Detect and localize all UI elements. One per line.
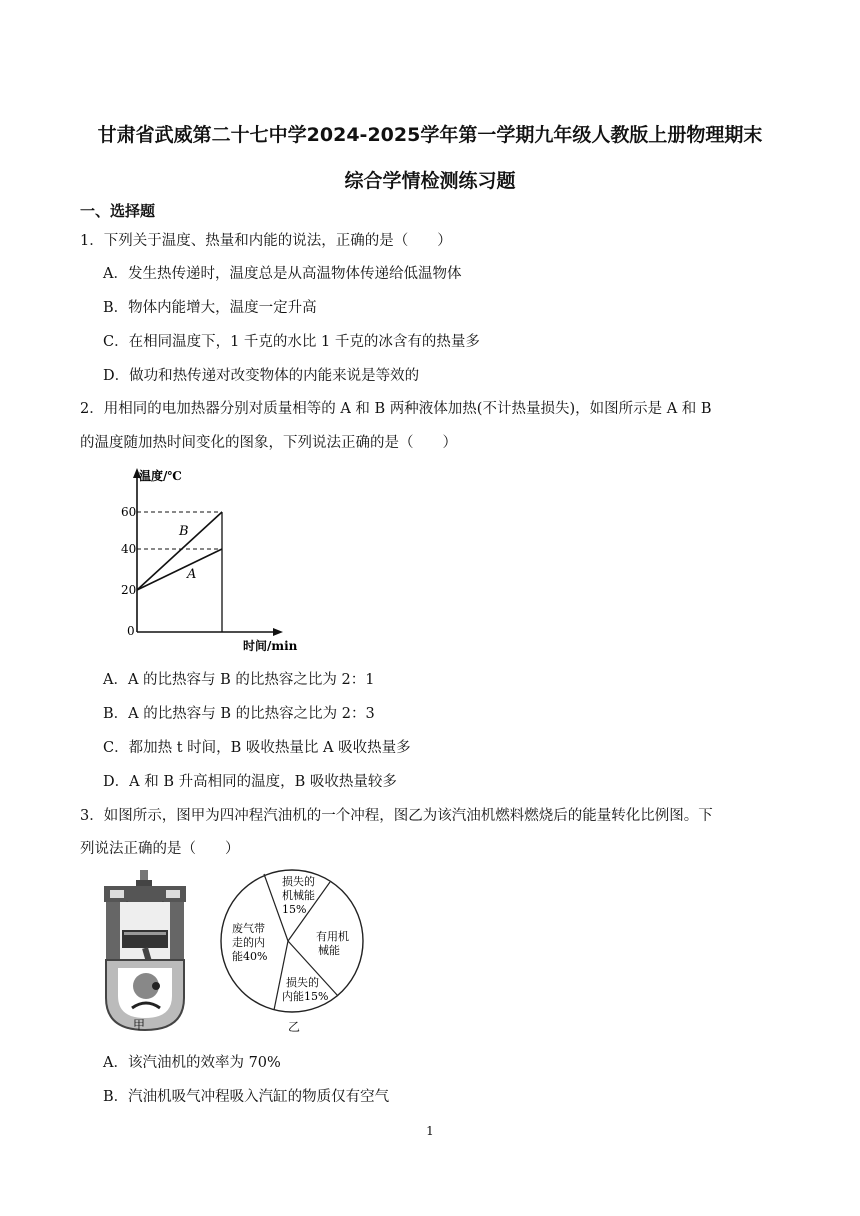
- x-axis-label: 时间/min: [243, 639, 298, 653]
- q3-stem-line1: 3．如图所示，图甲为四冲程汽油机的一个冲程，图乙为该汽油机燃料燃烧后的能量转化比例图。下: [80, 808, 713, 824]
- pie-mech-loss-line2: 机械能: [282, 889, 315, 902]
- series-line-a: [137, 549, 222, 590]
- x-axis-arrow-icon: [273, 628, 283, 636]
- y-axis-label: 温度/℃: [139, 469, 182, 483]
- q3-option-a: A．该汽油机的效率为 70%: [103, 1055, 281, 1071]
- q1-stem: 1．下列关于温度、热量和内能的说法，正确的是（ ）: [80, 233, 452, 249]
- engine-figure: [96, 868, 196, 1038]
- series-label-a: A: [187, 567, 197, 582]
- pie-useful-line2: 械能: [318, 944, 340, 957]
- pie-useful-line1: 有用机: [316, 930, 349, 943]
- pie-internal-loss-line2: 内能15%: [282, 990, 329, 1003]
- pie-mech-loss-line1: 损失的: [282, 875, 315, 888]
- energy-pie-chart: [212, 868, 372, 1016]
- tick-0: 0: [127, 624, 135, 638]
- q2-option-d: D．A 和 B 升高相同的温度，B 吸收热量较多: [103, 774, 397, 790]
- q2-option-c: C．都加热 t 时间，B 吸收热量比 A 吸收热量多: [103, 740, 411, 756]
- pie-mech-loss-line3: 15%: [282, 903, 307, 916]
- series-label-b: B: [179, 524, 189, 539]
- q2-option-a: A．A 的比热容与 B 的比热容之比为 2：1: [103, 672, 375, 688]
- q1-option-c: C．在相同温度下，1 千克的水比 1 千克的冰含有的热量多: [103, 334, 480, 350]
- q3-option-b: B．汽油机吸气冲程吸入汽缸的物质仅有空气: [103, 1089, 390, 1105]
- tick-20: 20: [121, 583, 137, 597]
- doc-title-line2: 综合学情检测练习题: [344, 170, 516, 192]
- q2-graph: [115, 462, 315, 658]
- pie-exhaust-line2: 走的内: [232, 936, 265, 949]
- tick-60: 60: [121, 505, 137, 519]
- tick-40: 40: [121, 542, 137, 556]
- q1-option-a: A．发生热传递时，温度总是从高温物体传递给低温物体: [103, 266, 462, 282]
- pie-exhaust-line1: 废气带: [232, 922, 265, 935]
- pie-exhaust-line3: 能40%: [232, 950, 268, 963]
- fig-jia-caption: 甲: [133, 1018, 146, 1032]
- q2-option-b: B．A 的比热容与 B 的比热容之比为 2：3: [103, 706, 375, 722]
- fig-yi-caption: 乙: [288, 1020, 301, 1034]
- q2-stem-line1: 2．用相同的电加热器分别对质量相等的 A 和 B 两种液体加热(不计热量损失)，如图所示是 A 和 B: [80, 401, 712, 417]
- q1-option-b: B．物体内能增大，温度一定升高: [103, 300, 317, 316]
- q3-stem-line2: 列说法正确的是（ ）: [80, 841, 240, 857]
- section-heading: 一、选择题: [80, 202, 156, 220]
- doc-title-line1: 甘肃省武威第二十七中学2024-2025学年第一学期九年级人教版上册物理期末: [97, 124, 763, 146]
- pie-internal-loss-line1: 损失的: [286, 976, 319, 989]
- page-number: 1: [426, 1124, 434, 1138]
- q1-option-d: D．做功和热传递对改变物体的内能来说是等效的: [103, 368, 420, 384]
- q2-stem-line2: 的温度随加热时间变化的图象，下列说法正确的是（ ）: [80, 435, 457, 451]
